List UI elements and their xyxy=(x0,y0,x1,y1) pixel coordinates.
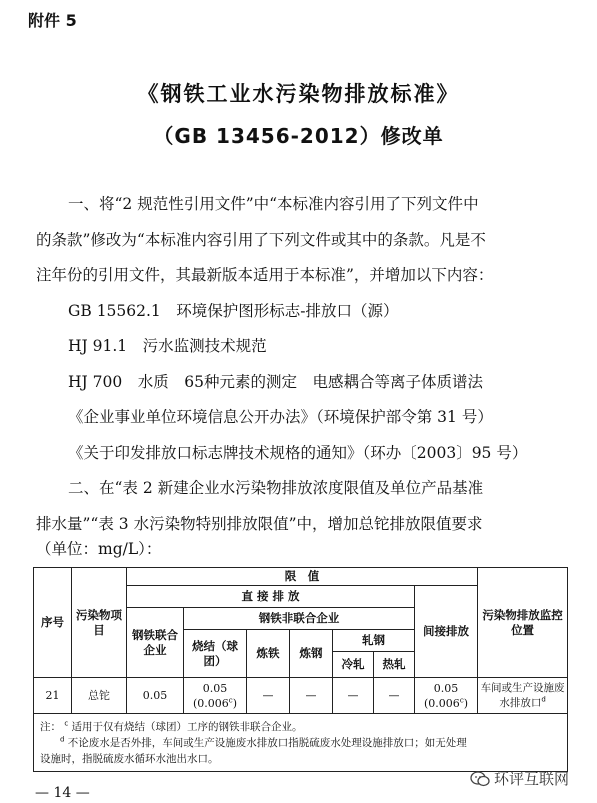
cell-indirect: 0.05 (0.006$^c$) xyxy=(415,678,478,714)
indirect-special-value: (0.006 xyxy=(424,696,460,710)
watermark-text: 环评互联网 xyxy=(494,770,570,788)
reference-item: 《企业事业单位环境信息公开办法》（环境保护部令第 31 号） xyxy=(68,408,493,426)
footnote-d-mark: d xyxy=(541,695,546,703)
sintering-special-value: (0.006 xyxy=(192,696,229,710)
monitor-location-text: 车间或生产设施废水排放口 xyxy=(480,681,565,709)
header-hot-rolling: 热轧 xyxy=(374,652,415,678)
sintering-value: 0.05 xyxy=(202,681,228,695)
body-line: （单位：mg/L）： xyxy=(36,540,162,558)
table-row xyxy=(34,678,568,714)
body-line: 二、在“表 2 新建企业水污染物排放浓度限值及单位产品基准 xyxy=(68,479,484,497)
header-limit: 限 值 xyxy=(127,568,478,586)
reference-item: HJ 700 水质 65种元素的测定 电感耦合等离子体质谱法 xyxy=(68,373,483,391)
header-indirect-discharge: 间接排放 xyxy=(415,586,478,678)
reference-item: HJ 91.1 污水监测技术规范 xyxy=(68,337,267,355)
note-d-text: 不论废水是否外排，车间或生产设施废水排放口指脱硫废水处理设施排放口；如无处理 xyxy=(67,736,467,749)
cell-seq: 21 xyxy=(34,678,72,714)
indirect-value: 0.05 xyxy=(433,681,459,695)
document-title: 《钢铁工业水污染物排放标准》 xyxy=(137,82,460,106)
attachment-label: 附件 5 xyxy=(28,11,77,30)
header-seq: 序号 xyxy=(34,568,72,678)
body-line: 的条款”修改为“本标准内容引用了下列文件或其中的条款。凡是不 xyxy=(36,231,486,249)
cell-monitor-location xyxy=(478,678,568,714)
reference-item: GB 15562.1 环境保护图形标志-排放口（源） xyxy=(68,302,399,320)
header-rolling: 轧钢 xyxy=(333,630,415,652)
cell-sintering: 0.05 (0.006$^c$) xyxy=(184,678,247,714)
page-number: — 14 — xyxy=(35,785,90,801)
cell-pollutant: 总铊 xyxy=(72,678,127,714)
cell-cold-rolling: — xyxy=(333,678,374,714)
header-joint-enterprise: 钢铁联合企业 xyxy=(127,608,184,678)
header-steelmaking: 炼钢 xyxy=(290,630,333,678)
body-line: 排水量”“表 3 水污染物特别排放限值”中，增加总铊排放限值要求 xyxy=(36,515,483,533)
emission-limit-table xyxy=(33,567,568,772)
note-prefix: 注： xyxy=(40,720,61,733)
header-direct-discharge: 直 接 排 放 xyxy=(127,586,415,608)
document-subtitle: （GB 13456-2012）修改单 xyxy=(153,124,444,148)
footnote-c-mark: c xyxy=(228,695,233,704)
cell-steelmaking: — xyxy=(290,678,333,714)
header-sintering: 烧结（球团） xyxy=(184,630,247,678)
note-d-text-cont: 设施时，指脱硫废水循环水池出水口。 xyxy=(40,752,219,765)
header-ironmaking: 炼铁 xyxy=(247,630,290,678)
footnote-c-mark: c xyxy=(459,695,464,704)
header-cold-rolling: 冷轧 xyxy=(333,652,374,678)
body-line: 注年份的引用文件，其最新版本适用于本标准”，并增加以下内容： xyxy=(36,266,494,284)
cell-joint: 0.05 xyxy=(127,678,184,714)
body-line: 一、将“2 规范性引用文件”中“本标准内容引用了下列文件中 xyxy=(68,195,479,213)
reference-item: 《关于印发排放口标志牌技术规格的通知》（环办〔2003〕95 号） xyxy=(68,444,528,462)
table-notes xyxy=(34,714,568,772)
note-c-text: 适用于仅有烧结（球团）工序的钢铁非联合企业。 xyxy=(71,720,303,733)
cell-ironmaking: — xyxy=(247,678,290,714)
header-nonjoint-enterprise: 钢铁非联合企业 xyxy=(184,608,415,630)
chat-bubble-icon xyxy=(470,770,490,788)
note-d-mark: d xyxy=(60,735,65,743)
note-c-mark: c xyxy=(64,719,69,727)
cell-hot-rolling: — xyxy=(374,678,415,714)
watermark xyxy=(470,768,569,789)
header-pollutant: 污染物项目 xyxy=(72,568,127,678)
header-monitor-location: 污染物排放监控位置 xyxy=(478,568,568,678)
